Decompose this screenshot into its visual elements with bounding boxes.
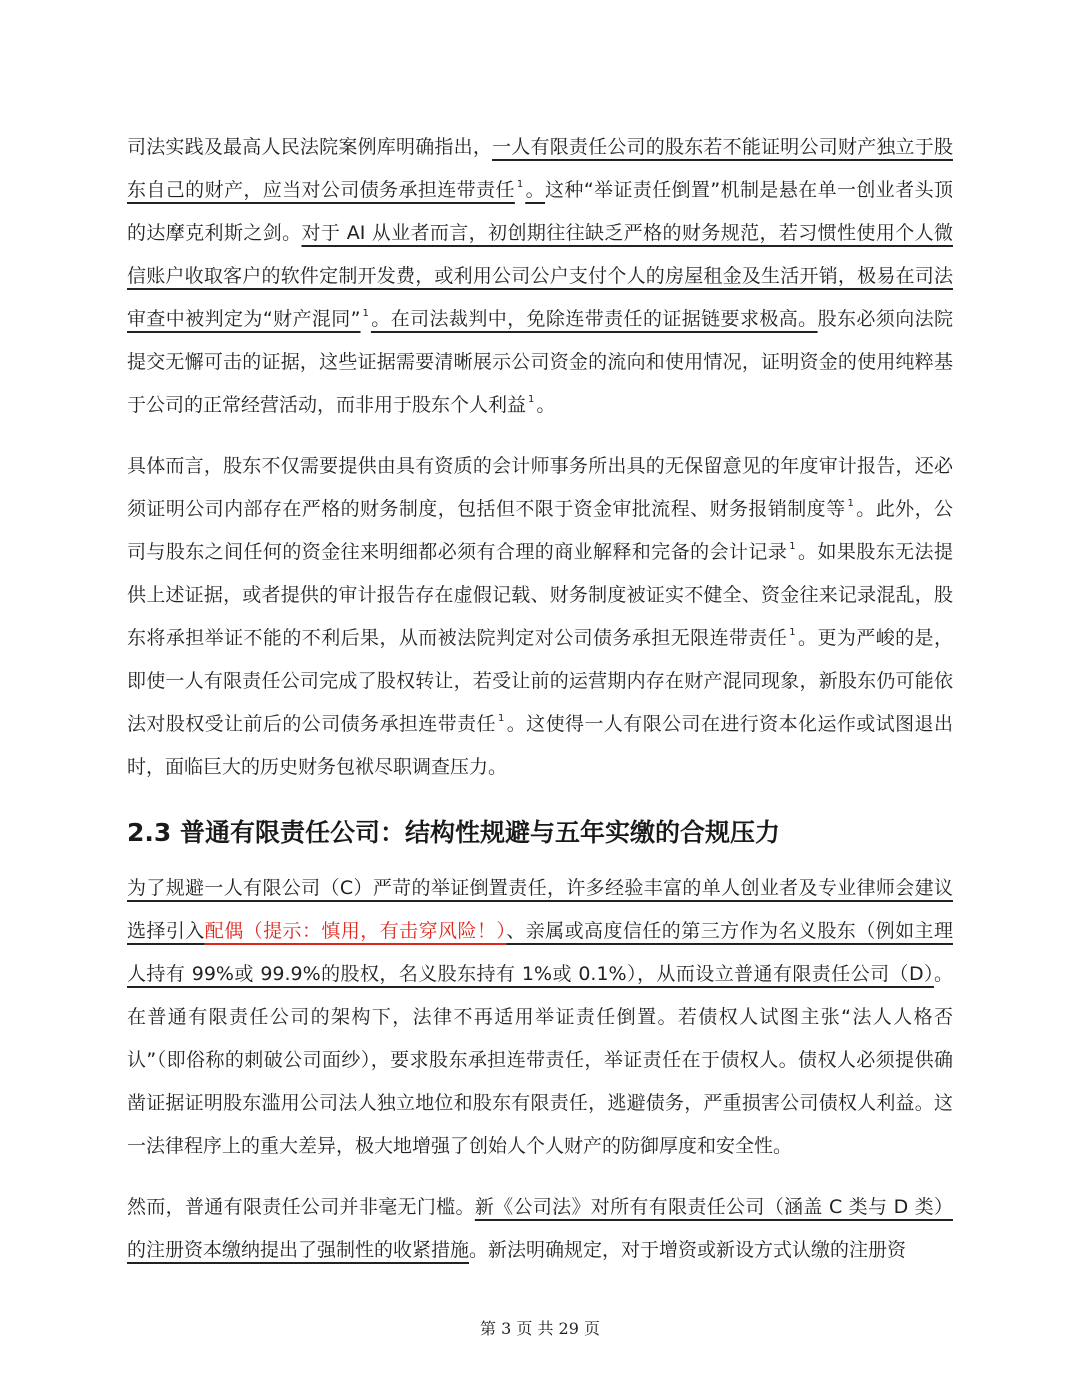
footnote-ref[interactable]: 1 — [789, 627, 796, 638]
text-span: 。如果股东无法提供上述证据，或者提供的审计报告存在虚假记载、财务制度被证实不健全、资金往来记录混乱，股东将承担举证不能的不利后果，从而被法院判定对公司债务承担无限连带责任 — [127, 541, 953, 649]
underlined-text: 。 — [525, 179, 546, 201]
underlined-text: 。在司法裁判中，免除连带责任的证据链要求极高。 — [370, 308, 818, 330]
underlined-text: 对于 AI 从业者而言，初创期往往缺乏严格的财务规范，若习惯性使用个人微信账户收取客户的软件定制开发费，或利用公司公户支付个人的房屋租金及生活开销，极易在司法审查中被判定为“财产混同” — [127, 222, 953, 330]
section-heading: 2.3 普通有限责任公司：结构性规避与五年实缴的合规压力 — [127, 818, 780, 847]
text-span: 。 — [536, 394, 556, 416]
text-span: 然而，普通有限责任公司并非毫无门槛。 — [127, 1196, 475, 1218]
text-span: 。更为严峻的是，即使一人有限责任公司完成了股权转让，若受让前的运营期内存在财产混同现象，新股东仍可能依法对股权受让前后的公司债务承担连带责任 — [127, 627, 953, 735]
text-span: 。此外，公司与股东之间任何的资金往来明细都必须有合理的商业解释和完备的会计记录 — [127, 498, 953, 563]
footnote-ref[interactable]: 1 — [362, 308, 369, 319]
footnote-ref[interactable]: 1 — [789, 541, 796, 552]
underlined-text: 、亲属或高度信任的第三方作为名义股东（例如主理人持有 99%或 99.9%的股权，名义股东持有 1%或 0.1%），从而设立普通有限责任公司（D） — [127, 920, 953, 985]
text-span: 司法实践及最高人民法院案例库明确指出， — [127, 136, 493, 158]
footnote-ref[interactable]: 1 — [516, 179, 524, 190]
page-footer: 第 3 页 共 29 页 — [480, 1319, 600, 1338]
paragraph-3 — [127, 867, 953, 1168]
footnote-ref[interactable]: 1 — [497, 713, 505, 724]
underlined-text: 一人有限责任公司的股东若不能证明公司财产独立于股东自己的财产，应当对公司债务承担连带责任 — [127, 136, 953, 201]
text-span: 股东必须向法院提交无懈可击的证据，这些证据需要清晰展示公司资金的流向和使用情况，证明资金的使用纯粹基于公司的正常经营活动，而非用于股东个人利益 — [127, 308, 953, 416]
paragraph-2 — [127, 445, 953, 789]
underlined-text: 为了规避一人有限公司（C）严苛的举证倒置责任，许多经验丰富的单人创业者及专业律师会建议选择引入 — [127, 877, 953, 942]
text-span: 。这使得一人有限公司在进行资本化运作或试图退出时，面临巨大的历史财务包袱尽职调查压力。 — [127, 713, 953, 778]
text-span: 。新法明确规定，对于增资或新设方式认缴的注册资 — [469, 1239, 907, 1261]
footnote-ref[interactable]: 1 — [528, 394, 535, 405]
paragraph-1 — [127, 126, 953, 427]
warning-text: 配偶（提示：慎用，有击穿风险！） — [204, 920, 507, 942]
paragraph-4 — [127, 1186, 953, 1272]
footnote-ref[interactable]: 1 — [847, 498, 854, 509]
document-body — [127, 126, 953, 1272]
text-span: 具体而言，股东不仅需要提供由具有资质的会计师事务所出具的无保留意见的年度审计报告，还必须证明公司内部存在严格的财务制度，包括但不限于资金审批流程、财务报销制度等 — [127, 455, 953, 520]
text-span: 。在普通有限责任公司的架构下，法律不再适用举证责任倒置。若债权人试图主张“法人人格否认”（即俗称的刺破公司面纱），要求股东承担连带责任，举证责任在于债权人。债权人必须提供确凿证据证明股东滥用公司法人独立地位和股东有限责任，逃避债务，严重损害公司债权人利益。这一法律程序上的重大差异，极大地增强了创始人个人财产的防御厚度和安全性。 — [127, 963, 953, 1157]
underlined-text: 新《公司法》对所有有限责任公司（涵盖 C 类与 D 类）的注册资本缴纳提出了强制性的收紧措施 — [127, 1196, 953, 1261]
text-span: 这种“举证责任倒置”机制是悬在单一创业者头顶的达摩克利斯之剑。 — [127, 179, 953, 244]
